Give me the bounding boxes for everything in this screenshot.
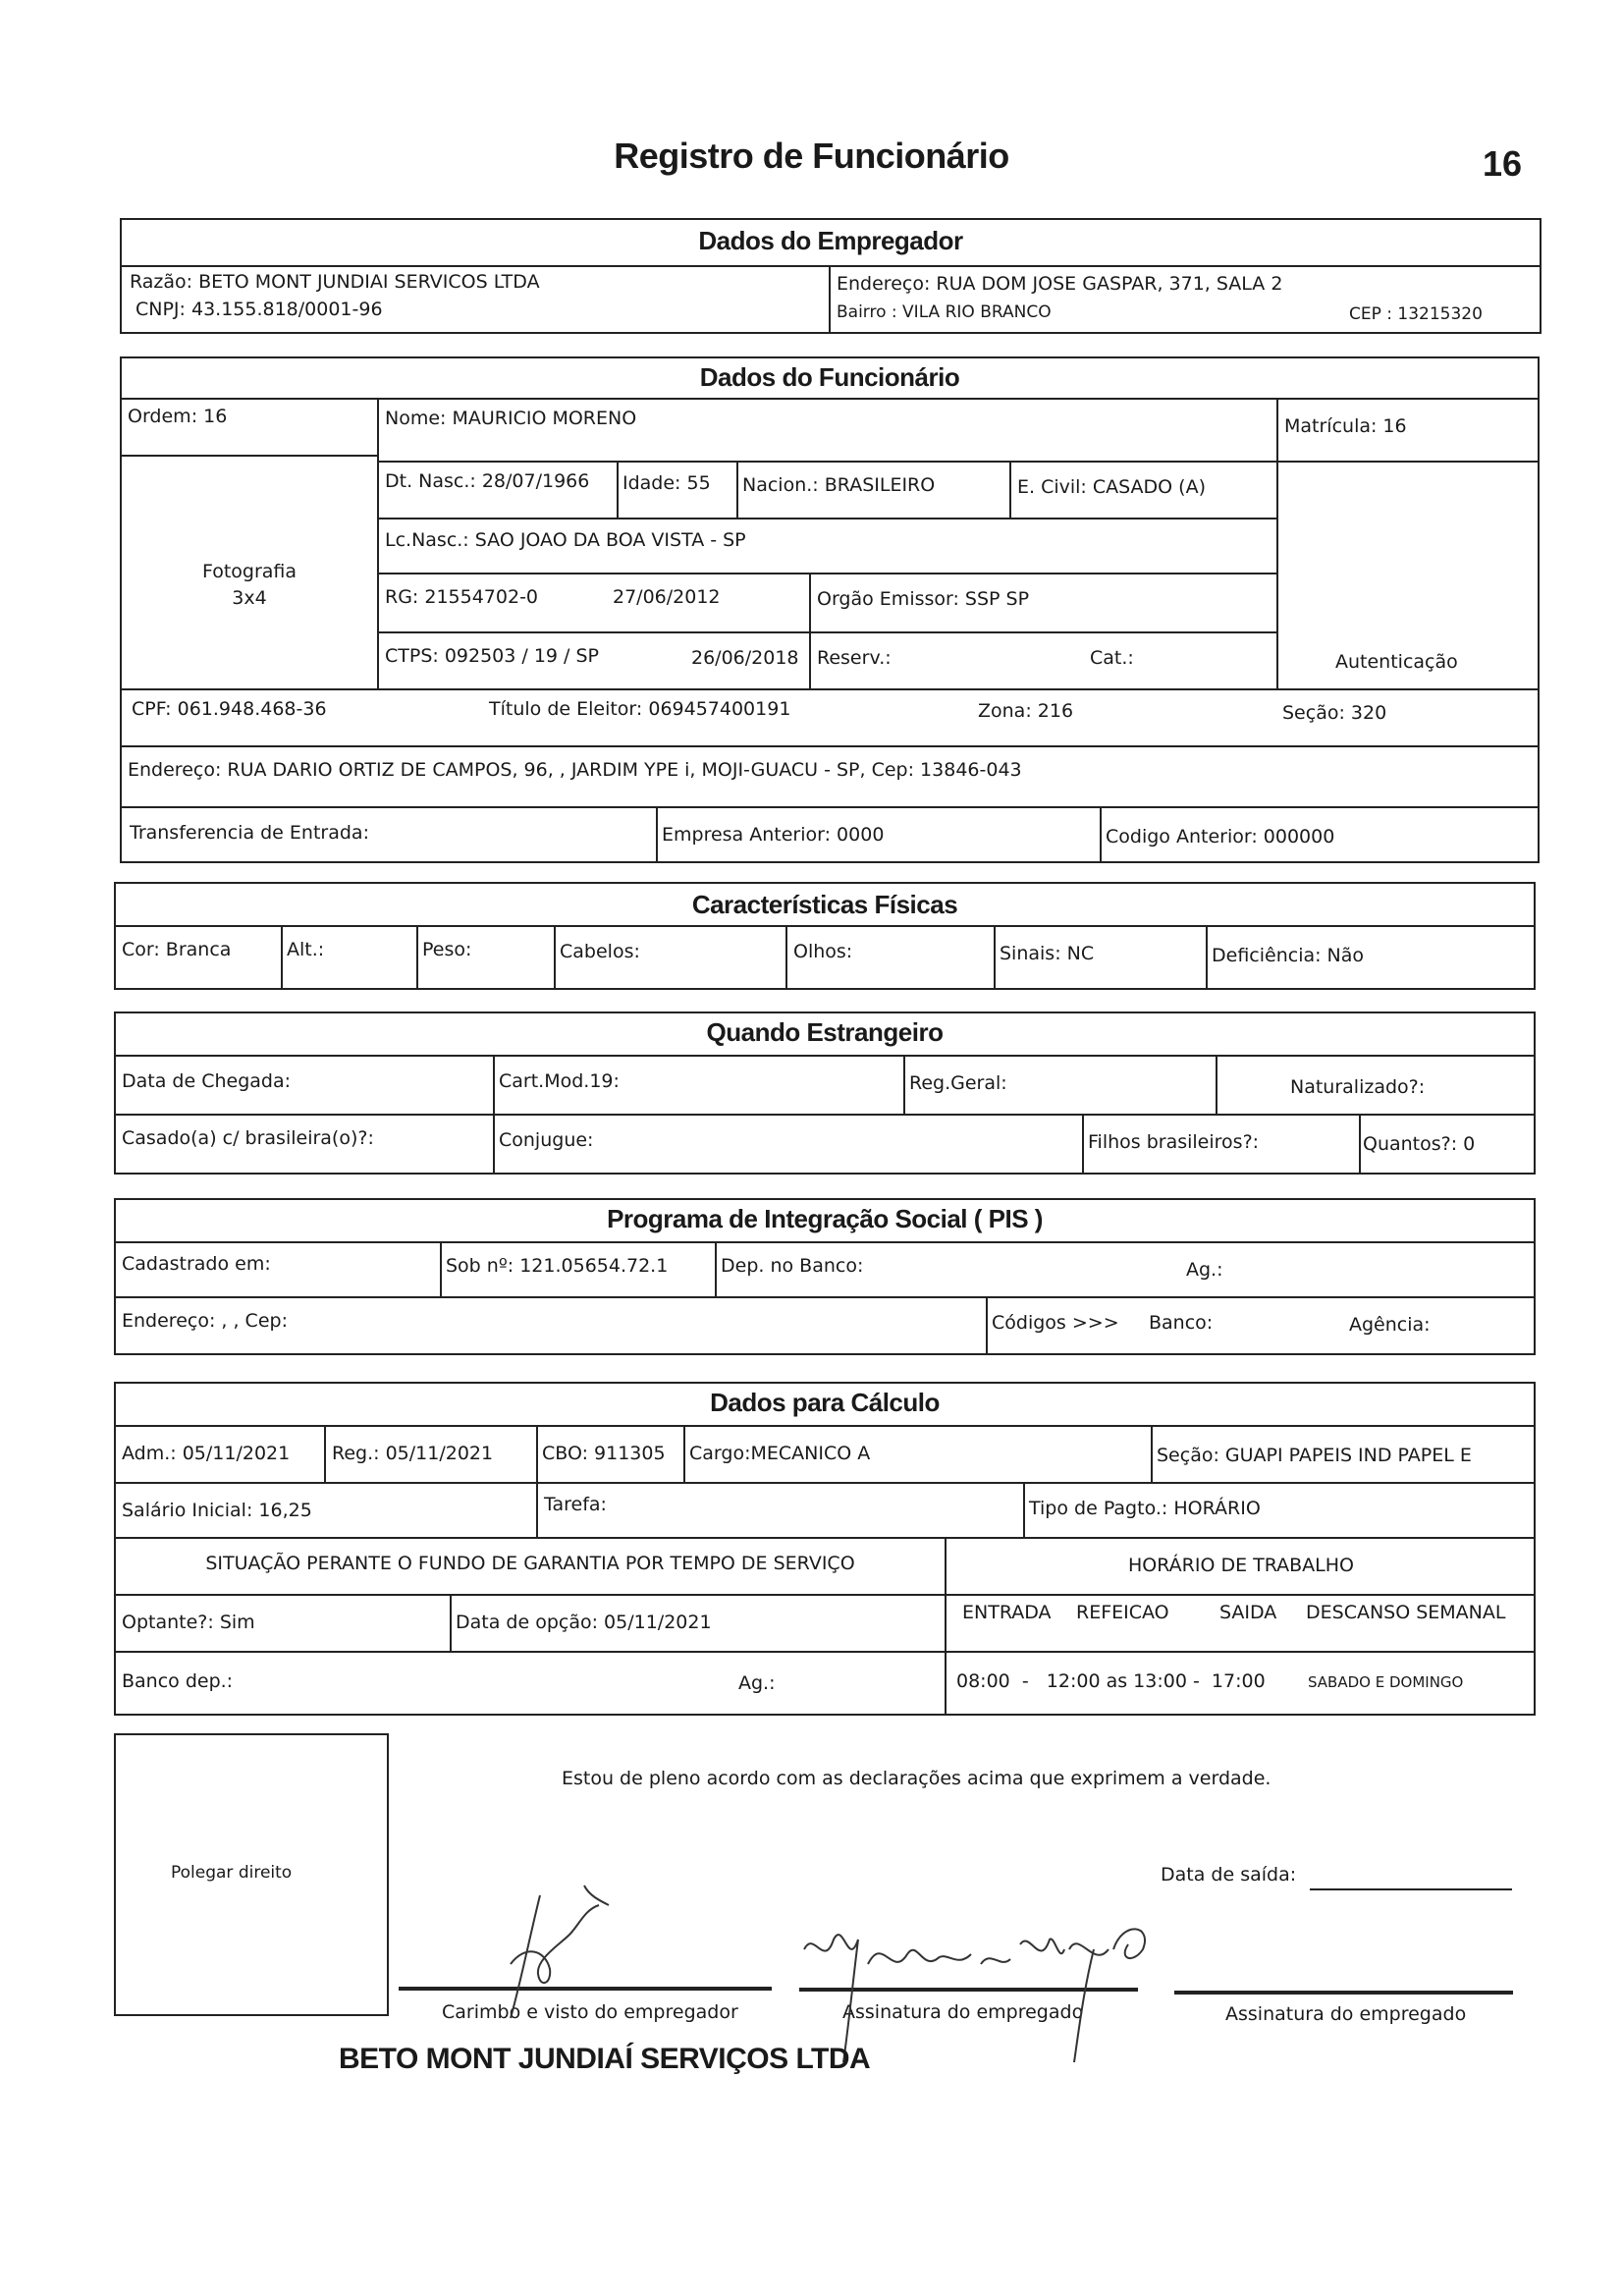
employer-signature-label: Carimbo e visto do empregador xyxy=(442,2001,738,2023)
fgts-title: SITUAÇÃO PERANTE O FUNDO DE GARANTIA POR TEMPO DE SERVIÇO xyxy=(205,1553,855,1574)
calculo-cbo: CBO: 911305 xyxy=(542,1443,666,1464)
calculo-section-title: Dados para Cálculo xyxy=(710,1388,940,1417)
employee-cpf: CPF: 061.948.468-36 xyxy=(132,698,327,720)
horario-header-entrada: ENTRADA xyxy=(962,1602,1052,1623)
page-number: 16 xyxy=(1483,143,1523,184)
employer-bairro: Bairro : VILA RIO BRANCO xyxy=(837,302,1052,322)
employer-cep: CEP : 13215320 xyxy=(1349,304,1483,324)
employee-orgao-emissor: Orgão Emissor: SSP SP xyxy=(817,588,1030,610)
calculo-cargo: Cargo:MECANICO A xyxy=(689,1443,871,1464)
employee-ctps-data: 26/06/2018 xyxy=(691,647,799,669)
horario-header-refeicao: REFEICAO xyxy=(1076,1602,1169,1623)
employee-empresa-anterior: Empresa Anterior: 0000 xyxy=(662,824,885,846)
calculo-section xyxy=(114,1382,1536,1716)
physical-deficiencia: Deficiência: Não xyxy=(1212,945,1365,966)
employee-section-title: Dados do Funcionário xyxy=(699,362,960,392)
employee-reserv: Reserv.: xyxy=(817,647,892,669)
foreigner-data-chegada: Data de Chegada: xyxy=(122,1070,292,1092)
calculo-agencia: Ag.: xyxy=(738,1672,776,1694)
employer-cnpj: CNPJ: 43.155.818/0001-96 xyxy=(135,299,383,320)
employee-nacionalidade: Nacion.: BRASILEIRO xyxy=(742,474,936,496)
employee-signature-label-1: Assinatura do empregado xyxy=(842,2001,1084,2023)
foreigner-reg-geral: Reg.Geral: xyxy=(909,1072,1007,1094)
thumbprint-box xyxy=(114,1733,389,2016)
pis-agencia-label: Ag.: xyxy=(1186,1259,1223,1281)
calculo-tipo-pagto: Tipo de Pagto.: HORÁRIO xyxy=(1029,1498,1261,1519)
company-stamp: BETO MONT JUNDIAÍ SERVIÇOS LTDA xyxy=(339,2043,871,2075)
calculo-reg: Reg.: 05/11/2021 xyxy=(332,1443,494,1464)
declaration-text: Estou de pleno acordo com as declarações acima que exprimem a verdade. xyxy=(562,1768,1271,1789)
photo-label xyxy=(122,559,377,612)
pis-numero: Sob nº: 121.05654.72.1 xyxy=(446,1255,669,1277)
employee-section xyxy=(120,356,1540,863)
physical-cor: Cor: Branca xyxy=(122,939,232,960)
physical-sinais: Sinais: NC xyxy=(1000,943,1095,964)
calculo-data-opcao: Data de opção: 05/11/2021 xyxy=(456,1612,712,1633)
foreigner-section xyxy=(114,1011,1536,1175)
employee-secao: Seção: 320 xyxy=(1282,702,1387,724)
thumbprint-label: Polegar direito xyxy=(171,1863,293,1883)
employee-ordem: Ordem: 16 xyxy=(128,406,228,427)
employee-transferencia: Transferencia de Entrada: xyxy=(130,822,369,844)
photo-label-line2: 3x4 xyxy=(232,587,267,609)
foreigner-conjugue: Conjugue: xyxy=(499,1129,594,1151)
employee-titulo-eleitor: Título de Eleitor: 069457400191 xyxy=(489,698,791,720)
calculo-optante: Optante?: Sim xyxy=(122,1612,255,1633)
employee-cat: Cat.: xyxy=(1090,647,1134,669)
horario-header-descanso: DESCANSO SEMANAL xyxy=(1306,1602,1506,1623)
employee-signature-label-2: Assinatura do empregado xyxy=(1225,2003,1467,2025)
calculo-adm: Adm.: 05/11/2021 xyxy=(122,1443,291,1464)
exit-date-label: Data de saída: xyxy=(1161,1864,1297,1886)
foreigner-casado-brasileira: Casado(a) c/ brasileira(o)?: xyxy=(122,1127,374,1149)
foreigner-cart-mod: Cart.Mod.19: xyxy=(499,1070,620,1092)
pis-section-title: Programa de Integração Social ( PIS ) xyxy=(607,1204,1043,1233)
employee-codigo-anterior: Codigo Anterior: 000000 xyxy=(1106,826,1335,847)
employee-estado-civil: E. Civil: CASADO (A) xyxy=(1017,476,1206,498)
horario-header-saida: SAIDA xyxy=(1219,1602,1277,1623)
employee-rg: RG: 21554702-0 xyxy=(385,586,539,608)
employer-section-title: Dados do Empregador xyxy=(698,226,963,255)
employee-ctps: CTPS: 092503 / 19 / SP xyxy=(385,645,600,667)
employee-matricula: Matrícula: 16 xyxy=(1284,415,1407,437)
employer-section xyxy=(120,218,1542,334)
employer-handwritten-signature-icon xyxy=(491,1876,628,2023)
pis-agencia: Agência: xyxy=(1349,1314,1431,1336)
calculo-tarefa: Tarefa: xyxy=(544,1494,607,1515)
employee-endereco: Endereço: RUA DARIO ORTIZ DE CAMPOS, 96, , JARDIM YPE i, MOJI-GUACU - SP, Cep: 13846-043 xyxy=(128,759,1022,781)
horario-title: HORÁRIO DE TRABALHO xyxy=(1127,1555,1355,1576)
calculo-banco-dep: Banco dep.: xyxy=(122,1670,234,1692)
pis-endereco: Endereço: , , Cep: xyxy=(122,1310,288,1332)
physical-cabelos: Cabelos: xyxy=(560,941,640,962)
employee-zona: Zona: 216 xyxy=(978,700,1074,722)
calculo-salario: Salário Inicial: 16,25 xyxy=(122,1500,312,1521)
pis-banco: Banco: xyxy=(1149,1312,1214,1334)
employee-dt-nasc: Dt. Nasc.: 28/07/1966 xyxy=(385,470,590,492)
horario-times: 08:00 - 12:00 as 13:00 - 17:00 xyxy=(956,1670,1266,1692)
physical-olhos: Olhos: xyxy=(793,941,853,962)
employee-nome: Nome: MAURICIO MORENO xyxy=(385,408,637,429)
physical-section xyxy=(114,882,1536,990)
foreigner-filhos-brasileiros: Filhos brasileiros?: xyxy=(1088,1131,1260,1153)
pis-codigos: Códigos >>> xyxy=(992,1312,1119,1334)
calculo-secao: Seção: GUAPI PAPEIS IND PAPEL E xyxy=(1157,1445,1472,1466)
pis-dep-banco: Dep. no Banco: xyxy=(721,1255,864,1277)
photo-label-line1: Fotografia xyxy=(201,561,298,582)
pis-section xyxy=(114,1198,1536,1355)
physical-altura: Alt.: xyxy=(287,939,325,960)
employee-idade: Idade: 55 xyxy=(622,472,711,494)
employer-razao: Razão: BETO MONT JUNDIAI SERVICOS LTDA xyxy=(130,271,540,293)
authentication-label: Autenticação xyxy=(1335,651,1458,673)
employer-address: Endereço: RUA DOM JOSE GASPAR, 371, SALA 2 xyxy=(837,273,1283,295)
physical-section-title: Características Físicas xyxy=(691,890,958,919)
physical-peso: Peso: xyxy=(422,939,472,960)
foreigner-naturalizado: Naturalizado?: xyxy=(1290,1076,1426,1098)
employee-rg-data: 27/06/2012 xyxy=(613,586,721,608)
pis-cadastrado-em: Cadastrado em: xyxy=(122,1253,271,1275)
foreigner-section-title: Quando Estrangeiro xyxy=(706,1017,944,1047)
page-title: Registro de Funcionário xyxy=(614,136,1009,176)
horario-descanso: SABADO E DOMINGO xyxy=(1308,1673,1464,1691)
exit-date-line[interactable] xyxy=(1310,1888,1512,1890)
foreigner-quantos: Quantos?: 0 xyxy=(1363,1133,1476,1155)
employee-local-nasc: Lc.Nasc.: SAO JOAO DA BOA VISTA - SP xyxy=(385,529,746,551)
